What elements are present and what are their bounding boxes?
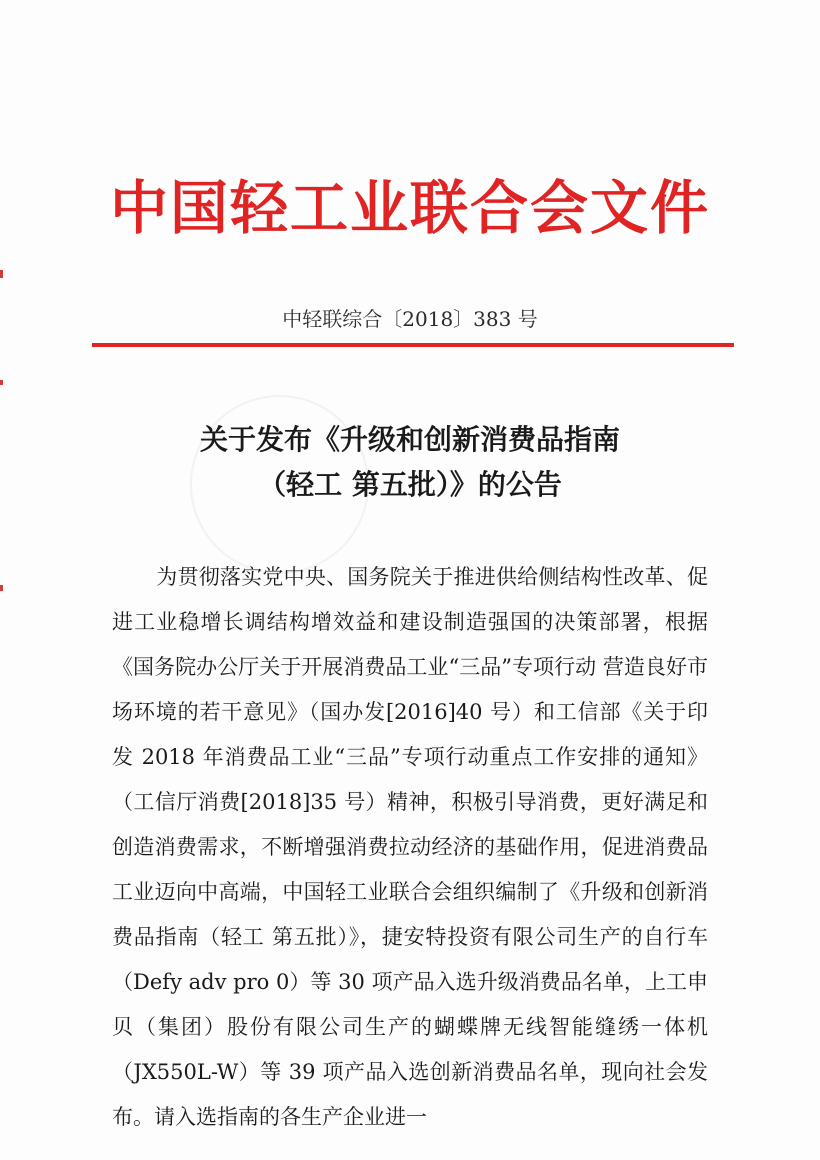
edge-mark-middle: [0, 380, 3, 385]
notice-title-line-1: 关于发布《升级和创新消费品指南: [199, 423, 620, 456]
org-document-title: 中国轻工业联合会文件: [109, 174, 710, 242]
notice-title-line-2: （轻工 第五批）》的公告: [258, 468, 562, 501]
body-paragraph: [112, 555, 708, 1140]
edge-mark-lower: [0, 585, 3, 591]
document-number: 中轻联综合〔2018〕383 号: [282, 307, 538, 331]
header-red-rule: [92, 343, 734, 347]
edge-mark-top: [0, 270, 3, 278]
body-paragraph-text: 为贯彻落实党中央、国务院关于推进供给侧结构性改革、促进工业稳增长调结构增效益和建设制造强国的决策部署，根据《国务院办公厅关于开展消费品工业“三品”专项行动 营造良好市场环境的若干意见》（国办发[2016]40 号）和工信部《关于印发 2018 年消费品工业“三品”专项行动重点工作安排的通知》（工信厅消费[2018]35 号）精神，积极引导消费，更好满足和创造消费需求，不断增强消费拉动经济的基础作用，促进消费品工业迈向中高端，中国轻工业联合会组织编制了《升级和创新消费品指南（轻工 第五批）》，捷安特投资有限公司生产的自行车（Defy adv pro 0）等 30 项产品入选升级消费品名单，上工申贝（集团）股份有限公司生产的蝴蝶牌无线智能缝绣一体机（JX550L-W）等 39 项产品入选创新消费品名单，现向社会发布。请入选指南的各生产企业进一: [112, 565, 708, 1129]
